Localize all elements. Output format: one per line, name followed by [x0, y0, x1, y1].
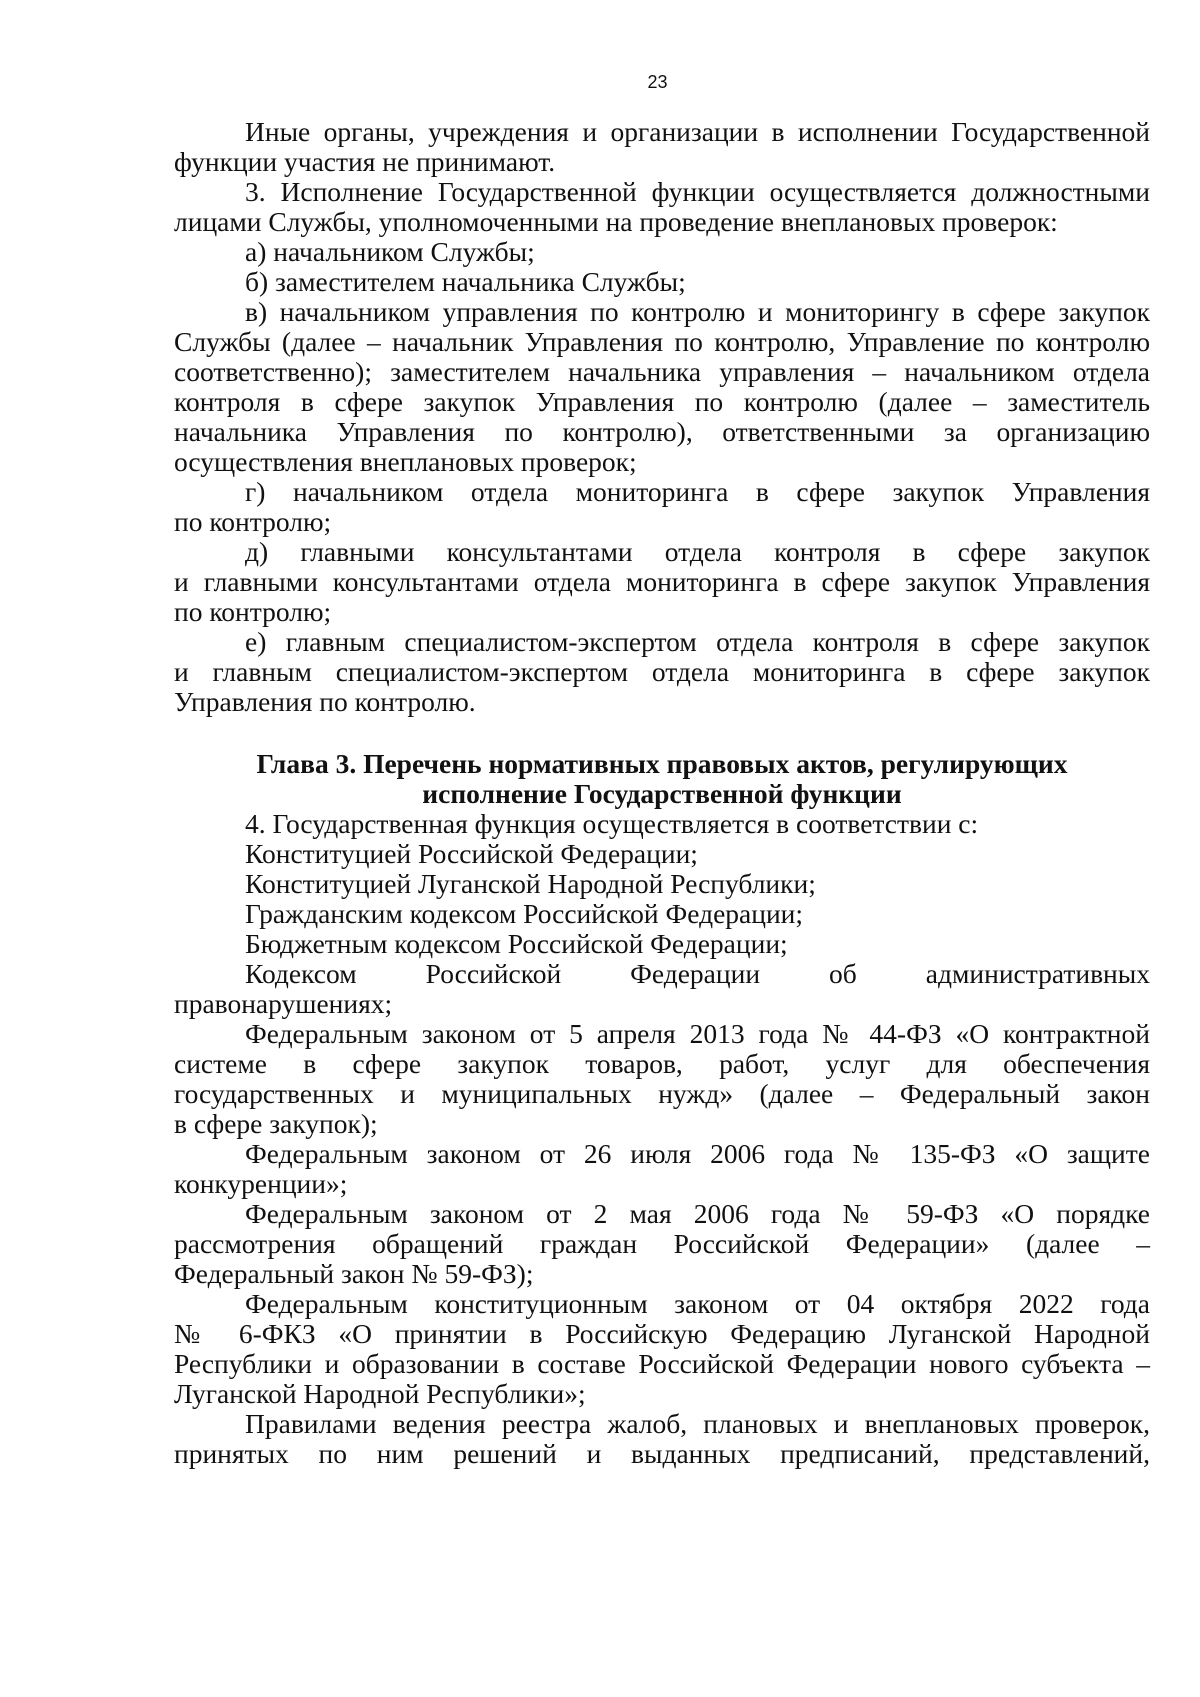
text-line: функции участия не принимают.: [174, 146, 556, 177]
text-line: Федеральным конституционным законом от 04 октября 2022 года: [245, 1288, 1150, 1319]
text-line: Службы (далее – начальник Управления по контролю, Управление по контролю: [174, 326, 1150, 357]
text-line: начальника Управления по контролю), ответственными за организацию: [174, 416, 1150, 447]
text-line: 4. Государственная функция осуществляется в соответствии с:: [245, 808, 979, 839]
chapter-heading-line: Глава 3. Перечень нормативных правовых актов, регулирующих: [256, 748, 1068, 779]
text-line: Управления по контролю.: [174, 686, 476, 717]
text-line: Федеральным законом от 2 мая 2006 года № 59-ФЗ «О порядке: [245, 1198, 1150, 1229]
text-line: Гражданским кодексом Российской Федерации;: [245, 898, 804, 929]
text-line: в) начальником управления по контролю и мониторингу в сфере закупок: [245, 296, 1150, 327]
text-line: Бюджетным кодексом Российской Федерации;: [245, 928, 788, 959]
text-line: системе в сфере закупок товаров, работ, услуг для обеспечения: [174, 1048, 1150, 1079]
text-line: принятых по ним решений и выданных предписаний, представлений,: [174, 1438, 1150, 1469]
text-line: 3. Исполнение Государственной функции осуществляется должностными: [245, 176, 1150, 207]
text-line: по контролю;: [174, 506, 332, 537]
text-line: в сфере закупок);: [174, 1108, 378, 1139]
text-line: Федеральным законом от 26 июля 2006 года № 135-ФЗ «О защите: [245, 1138, 1150, 1169]
text-line: рассмотрения обращений граждан Российской Федерации» (далее –: [174, 1228, 1150, 1259]
chapter-heading-line: исполнение Государственной функции: [422, 778, 902, 809]
text-line: д) главными консультантами отдела контроля в сфере закупок: [245, 536, 1150, 567]
text-line: и главным специалистом-экспертом отдела мониторинга в сфере закупок: [174, 656, 1150, 687]
text-line: Федеральный закон № 59-ФЗ);: [174, 1258, 534, 1289]
text-line: соответственно); заместителем начальника управления – начальником отдела: [174, 356, 1150, 387]
text-line: № 6-ФКЗ «О принятии в Российскую Федерацию Луганской Народной: [174, 1318, 1150, 1349]
text-line: контроля в сфере закупок Управления по контролю (далее – заместитель: [174, 386, 1150, 417]
text-line: е) главным специалистом-экспертом отдела контроля в сфере закупок: [245, 626, 1150, 657]
text-line: Республики и образовании в составе Российской Федерации нового субъекта –: [174, 1348, 1150, 1379]
text-line: осуществления внеплановых проверок;: [174, 446, 637, 477]
text-line: по контролю;: [174, 596, 332, 627]
text-line: Конституцией Российской Федерации;: [245, 838, 698, 869]
text-line: б) заместителем начальника Службы;: [245, 266, 686, 297]
text-line: правонарушениях;: [174, 988, 393, 1019]
page-number: 23: [647, 72, 668, 92]
text-line: лицами Службы, уполномоченными на проведение внеплановых проверок:: [174, 206, 1058, 237]
text-line: Иные органы, учреждения и организации в исполнении Государственной: [245, 116, 1150, 147]
text-line: Федеральным законом от 5 апреля 2013 года № 44-ФЗ «О контрактной: [245, 1018, 1150, 1049]
text-line: Правилами ведения реестра жалоб, плановых и внеплановых проверок,: [245, 1408, 1150, 1439]
text-line: а) начальником Службы;: [245, 236, 535, 267]
text-line: Кодексом Российской Федерации об административных: [245, 958, 1150, 989]
text-line: конкуренции»;: [174, 1168, 348, 1199]
text-line: государственных и муниципальных нужд» (далее – Федеральный закон: [174, 1078, 1150, 1109]
text-line: Конституцией Луганской Народной Республики;: [245, 868, 816, 899]
text-line: Луганской Народной Республики»;: [174, 1378, 586, 1409]
text-line: и главными консультантами отдела мониторинга в сфере закупок Управления: [174, 566, 1150, 597]
text-line: г) начальником отдела мониторинга в сфере закупок Управления: [245, 476, 1150, 507]
